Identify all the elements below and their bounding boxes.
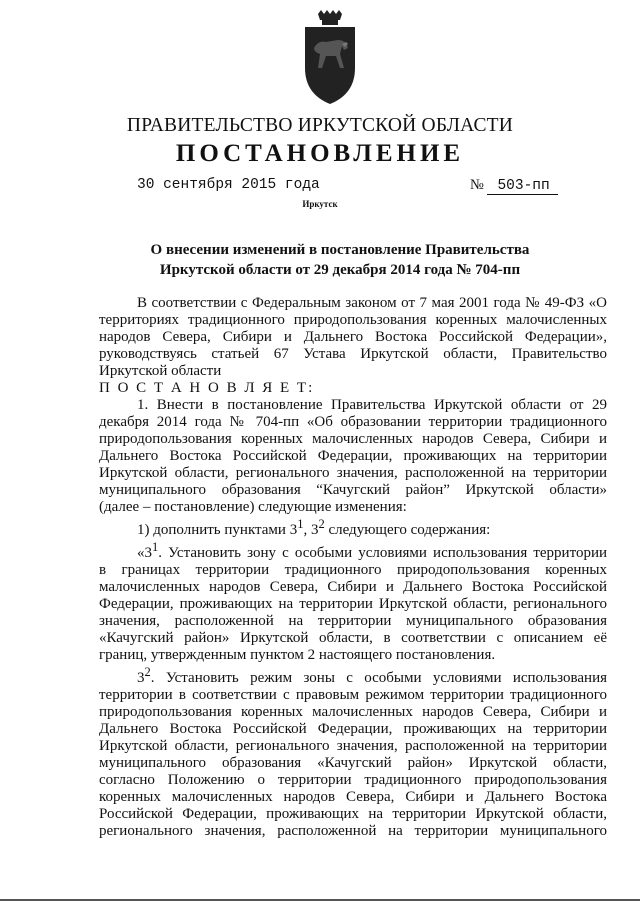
text-line: (далее – постановление) следующие изменения:	[99, 499, 407, 515]
text-line: 1. Внести в постановление Правительства Иркутской области от 29	[137, 397, 607, 413]
text-line: природопользования коренных малочисленных народов Севера, Сибири и	[99, 431, 607, 447]
text-line: регионального значения, расположенной на территории муниципального	[99, 823, 607, 839]
preamble-paragraph	[99, 295, 607, 380]
text-line: руководствуясь статьей 67 Устава Иркутской области, Правительство	[99, 346, 607, 362]
text-fragment: . Установить зону с особыми условиями использования территории	[158, 545, 607, 561]
text-line: согласно Положению о территории традиционного природопользования	[99, 772, 607, 788]
text-line: территории в соответствии с правовым режимом территории традиционного	[99, 687, 607, 703]
number-sign: №	[470, 177, 484, 193]
text-line: Российской Федерации, проживающих на территории Иркутской области,	[99, 806, 607, 822]
title-line-2: Иркутской области от 29 декабря 2014 года № 704-пп	[159, 262, 521, 278]
text-line: муниципального образования “Качугский район” Иркутской области»	[99, 482, 607, 498]
text-fragment: 1) дополнить пунктами 3	[137, 522, 298, 538]
point-3-1-paragraph	[99, 539, 607, 664]
superscript: 2	[318, 517, 325, 531]
text-line: Дальнего Востока Российской Федерации, проживающих на территории	[99, 721, 607, 737]
text-line: природопользования коренных малочисленных народов Севера, Сибири и	[99, 704, 607, 720]
text-line: Дальнего Востока Российской Федерации, проживающих на территории	[99, 448, 607, 464]
text-line: народов Севера, Сибири и Дальнего Востока Российской Федерации»,	[99, 329, 607, 345]
text-fragment: следующего содержания:	[324, 522, 491, 538]
text-line	[99, 539, 607, 562]
city-name: Иркутск	[302, 199, 338, 209]
text-line: территориях традиционного природопользования коренных малочисленных	[99, 312, 607, 328]
text-line: Федерации, проживающих на территории Иркутской области, регионального	[99, 596, 607, 612]
text-line: коренных малочисленных народов Севера, Сибири и Дальнего Востока	[99, 789, 607, 805]
document-title	[0, 240, 640, 280]
point-3-2-paragraph	[99, 664, 607, 840]
text-line: значения, расположенной на территории муниципального образования	[99, 613, 607, 629]
text-fragment: . Установить режим зоны с особыми условиями использования	[150, 670, 607, 686]
organization-name: ПРАВИТЕЛЬСТВО ИРКУТСКОЙ ОБЛАСТИ	[126, 115, 514, 136]
page-bottom-edge	[0, 899, 640, 901]
text-line: в границах территории традиционного природопользования коренных	[99, 562, 607, 578]
title-line-1: О внесении изменений в постановление Правительства	[150, 242, 530, 258]
document-number: 503-пп	[487, 178, 557, 195]
superscript: 1	[152, 540, 159, 554]
superscript: 1	[297, 517, 304, 531]
text-fragment: 3	[137, 670, 145, 686]
text-line: Иркутской области, регионального значения, расположенной на территории	[99, 738, 607, 754]
text-line: муниципального образования «Качугский район» Иркутской области,	[99, 755, 607, 771]
text-fragment: , 3	[303, 522, 319, 538]
document-body	[99, 295, 607, 840]
text-line: Иркутской области, регионального значения, расположенной на территории	[99, 465, 607, 481]
superscript: 2	[144, 665, 151, 679]
coat-of-arms-emblem	[302, 10, 358, 106]
subitem-1-line	[99, 516, 607, 539]
text-line: «Качугский район» Иркутской области, в соответствии с описанием её	[99, 630, 607, 646]
item-1-paragraph	[99, 397, 607, 516]
document-date: 30 сентября 2015 года	[137, 177, 320, 193]
document-type: ПОСТАНОВЛЕНИЕ	[175, 140, 465, 167]
text-line: границ, утвержденным пунктом 2 настоящего постановления.	[99, 647, 496, 663]
text-fragment: «3	[137, 545, 152, 561]
text-line: малочисленных народов Севера, Сибири и Дальнего Востока Российской	[99, 579, 607, 595]
document-number-row	[470, 177, 558, 195]
text-line	[99, 664, 607, 687]
text-line: декабря 2014 года № 704-пп «Об образовании территории традиционного	[99, 414, 607, 430]
text-line: Иркутской области	[99, 363, 222, 379]
text-line: В соответствии с Федеральным законом от 7 мая 2001 года № 49-ФЗ «О	[137, 295, 607, 311]
decree-word: П О С Т А Н О В Л Я Е Т:	[99, 380, 315, 396]
